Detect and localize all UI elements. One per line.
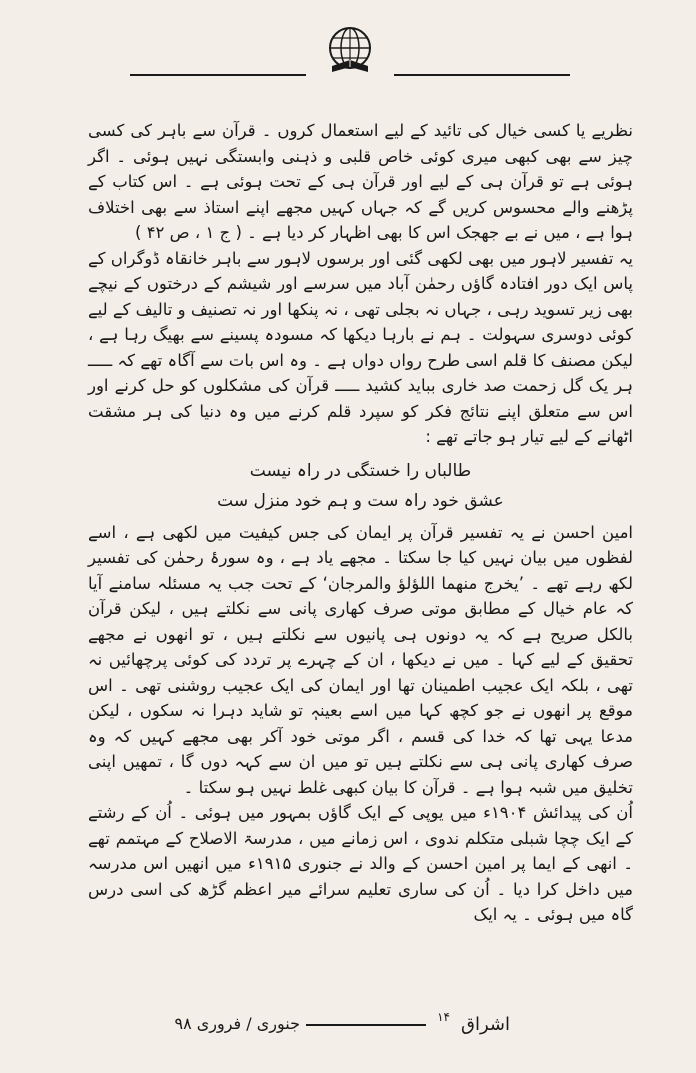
- couplet-line-2: عشق خود راہ ست و ہم خود منزل ست: [217, 490, 504, 511]
- paragraph-1: [88, 118, 633, 246]
- paragraph-2: یہ تفسیر لاہور میں بھی لکھی گئی اور برسوں لاہور سے باہر خانقاہ ڈوگراں کے پاس ایک دور افتادہ گاؤں رحمٰن آباد میں سرسے اور شیشم کے درختوں کے نیچے بھی زیر تسوید رہی ، جہاں نہ بجلی تھی ، نہ پنکھا اور نہ تصنیف و تالیف کے لیے کوئی دوسری سہولت ۔ ہم نے بارہا دیکھا کہ مسودہ پسینے سے بھیگ رہا ہے ، لیکن مصنف کا قلم اسی طرح رواں دواں ہے ۔ وہ اس بات سے آگاہ تھے کہ ـــــ ہر یک گل زحمت صد خاری بباید کشید ـــــ قرآن کی مشکلوں کو حل کرنے اور اس سے متعلق اپنے نتائج فکر کو سپرد قلم کرنے میں وہ دنیا کی ہر مشقت اٹھانے کے لیے تیار ہو جاتے تھے :: [88, 248, 633, 446]
- header-rule-right: [394, 74, 570, 76]
- paragraph-1-text: نظریے یا کسی خیال کی تائید کے لیے استعمال کروں ۔ قرآن سے باہر کی کسی چیز سے بھی کبھی میری کوئی خاص قلبی و ذہنی وابستگی نہیں ہوئی ۔ اگر ہوئی ہے تو قرآن ہی کے لیے اور قرآن ہی کے تحت ہوئی ہے ۔ اس کتاب کے پڑھنے والے محسوس کریں گے کہ جہاں کہیں مجھے اپنے استاذ سے بھی اختلاف ہوا ہے ، میں نے بے جھجک اس کا بھی اظہار کر دیا ہے ۔: [88, 121, 633, 242]
- page-number: ۱۴: [437, 1010, 450, 1024]
- header-rule-left: [130, 74, 306, 76]
- footer-rule: [306, 1024, 426, 1026]
- issue-date: جنوری / فروری ۹۸: [174, 1014, 300, 1033]
- couplet-line-1: طالباں را خستگی در راہ نیست: [249, 460, 472, 481]
- globe-book-logo-icon: [320, 22, 380, 82]
- article-body: [88, 118, 633, 928]
- magazine-name: اشراق: [461, 1014, 510, 1035]
- page-footer: [130, 1010, 510, 1040]
- paragraph-4: اُن کی پیدائش ۱۹۰۴ء میں یوپی کے ایک گاؤں بمہور میں ہوئی ۔ اُن کے رشتے کے ایک چچا شبلی متکلم ندوی ، اس زمانے میں ، مدرسۃ الاصلاح کے مہتمم تھے ۔ انھی کے ایما پر امین احسن کے والد نے جنوری ۱۹۱۵ء میں انھیں اس مدرسہ میں داخل کرا دیا ۔ اُن کی ساری تعلیم سرائے میر اعظم گڑھ کی اسی درس گاہ میں ہوئی ۔ یہ ایک: [88, 803, 633, 924]
- paragraph-3: امین احسن نے یہ تفسیر قرآن پر ایمان کی جس کیفیت میں لکھی ہے ، اسے لفظوں میں بیان نہیں کیا جا سکتا ۔ مجھے یاد ہے ، وہ سورۂ رحمٰن کی تفسیر لکھ رہے تھے ۔ ’یخرج منھما اللؤلؤ والمرجان‘ کے تحت جب یہ مسئلہ سامنے آیا کہ عام خیال کے مطابق موتی صرف کھاری پانی سے نکلتے ہیں ، لیکن قرآن بالکل صریح ہے کہ یہ دونوں ہی پانیوں سے نکلتے ہیں ، تو انھوں نے مجھے تحقیق کے لیے کہا ۔ میں نے دیکھا ، ان کے چہرے پر تردد کی کوئی پرچھائیں نہ تھی ، بلکہ ایک عجیب اطمینان تھا اور ایمان کی ایک عجیب روشنی تھی ۔ اس موقع پر انھوں نے جو کچھ کہا میں اسے بعینہٖ تو شاید دہرا نہ سکوں ، لیکن مدعا یہی تھا کہ خدا کی قسم ، اگر موتی خود آکر بھی مجھے کہیں کہ وہ صرف کھاری پانی ہی سے نکلتے ہیں تو میں ان سے کہہ دوں گا ، تمھیں اپنی تخلیق میں شبہ ہوا ہے ۔ قرآن کا بیان کبھی غلط نہیں ہو سکتا ۔: [88, 522, 633, 797]
- page-header: [130, 22, 570, 82]
- persian-couplet: [88, 456, 633, 516]
- citation-reference: ( ج ۱ ، ص ۴۲ ): [135, 223, 242, 242]
